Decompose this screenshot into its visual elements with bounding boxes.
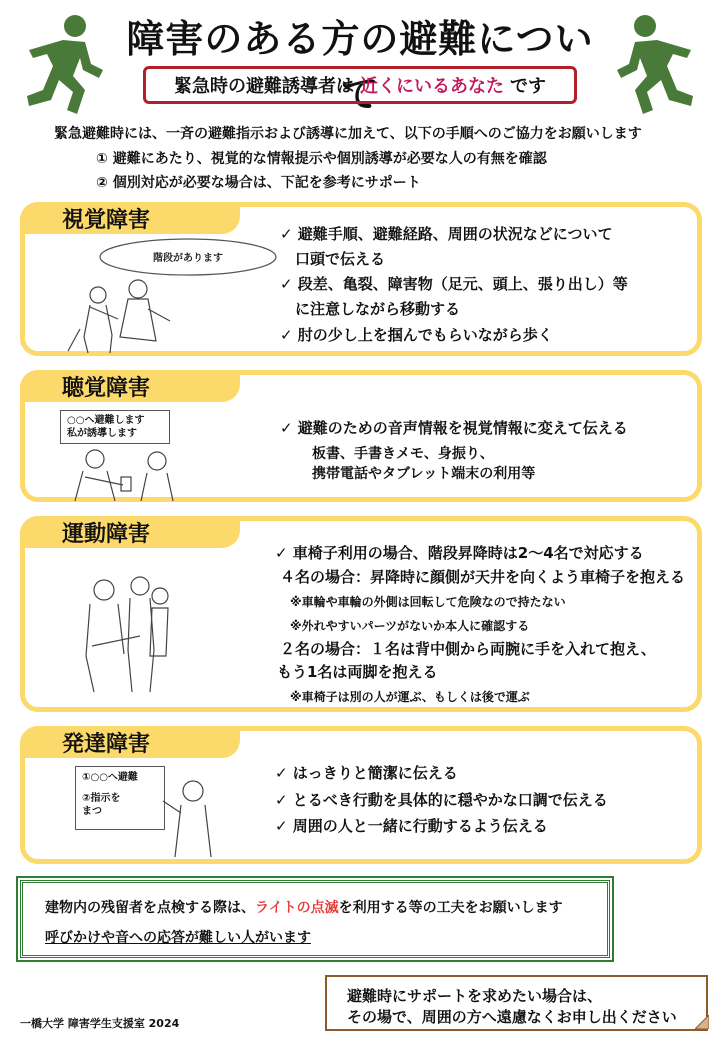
subtitle-post: です — [510, 76, 546, 97]
section-hearing — [20, 370, 702, 502]
intro-text: 緊急避難時には、一斉の避難指示および誘導に加えて、以下の手順へのご協力をお願いします — [54, 126, 642, 142]
running-person-icon-right — [617, 14, 695, 114]
visual-item-2: ✓ 段差、亀裂、障害物（足元、頭上、張り出し）等 — [280, 275, 628, 293]
notice-line-1-post: を利用する等の工夫をお願いします — [338, 900, 563, 916]
hearing-illustration — [65, 447, 195, 502]
support-line-2: その場で、周囲の方へ遠慮なくお申し出ください — [347, 1008, 677, 1026]
visual-item-3: ✓ 肘の少し上を掴んでもらいながら歩く — [280, 326, 553, 344]
notice-highlight: ライトの点滅 — [255, 900, 339, 916]
page-title: 障害のある方の避難について — [126, 17, 594, 116]
visual-guide-illustration — [60, 237, 280, 355]
notice-line-1 — [45, 897, 563, 917]
mobility-item-2: ４名の場合：昇降時に顔側が天井を向くよう車椅子を抱える — [280, 568, 686, 586]
developmental-board-line-2: ②指示を — [82, 793, 121, 804]
developmental-illustration — [157, 779, 227, 859]
hearing-board-line-1: ○○へ避難します — [67, 415, 145, 426]
subtitle-box — [143, 66, 577, 104]
notice-line-2: 呼びかけや音への応答が難しい人がいます — [45, 930, 311, 946]
notice-line-1-pre: 建物内の残留者を点検する際は、 — [45, 900, 255, 916]
support-line-1: 避難時にサポートを求めたい場合は、 — [347, 987, 603, 1005]
subtitle-highlight: 近くにいるあなた — [360, 76, 504, 97]
hearing-item-1a: 板書、手書きメモ、身振り、 — [312, 446, 494, 462]
developmental-item-3: ✓ 周囲の人と一緒に行動するよう伝える — [275, 817, 548, 835]
mobility-note-2: ※外れやすいパーツがないか本人に確認する — [290, 619, 530, 633]
visual-bubble-text: 階段があります — [153, 253, 223, 264]
visual-item-1b: 口頭で伝える — [280, 250, 386, 268]
mobility-illustration — [80, 576, 190, 696]
developmental-item-1: ✓ はっきりと簡潔に伝える — [275, 764, 458, 782]
developmental-board-line-1: ①○○へ避難 — [82, 772, 138, 783]
hearing-board-line-2: 私が誘導します — [67, 428, 137, 439]
section-mobility — [20, 516, 702, 712]
visual-item-2b: に注意しながら移動する — [280, 300, 461, 318]
hearing-item-1b: 携帯電話やタブレット端末の利用等 — [312, 466, 536, 482]
section-visual-title: 視覚障害 — [20, 202, 240, 234]
intro-step-2: ② 個別対応が必要な場合は、下記を参考にサポート — [96, 175, 421, 191]
subtitle-pre: 緊急時の避難誘導者は — [174, 76, 354, 97]
visual-item-1: ✓ 避難手順、避難経路、周囲の状況などについて — [280, 225, 613, 243]
mobility-item-1: ✓ 車椅子利用の場合、階段昇降時は2～4名で対応する — [275, 544, 644, 562]
section-mobility-title: 運動障害 — [20, 516, 240, 548]
notice-box — [20, 880, 610, 958]
hearing-board — [60, 410, 170, 444]
section-developmental — [20, 726, 702, 864]
running-person-icon-left — [25, 14, 103, 114]
hearing-item-1: ✓ 避難のための音声情報を視覚情報に変えて伝える — [280, 419, 628, 437]
footer-credit: 一橋大学 障害学生支援室 2024 — [20, 1017, 180, 1030]
section-developmental-title: 発達障害 — [20, 726, 240, 758]
intro-step-1: ① 避難にあたり、視覚的な情報提示や個別誘導が必要な人の有無を確認 — [96, 151, 547, 167]
developmental-item-2: ✓ とるべき行動を具体的に穏やかな口調で伝える — [275, 791, 608, 809]
developmental-board — [75, 766, 165, 830]
mobility-note-1: ※車輪や車輪の外側は回転して危険なので持たない — [290, 595, 566, 609]
folded-corner-icon — [695, 1015, 709, 1029]
section-visual — [20, 202, 702, 356]
support-box — [325, 975, 708, 1031]
mobility-note-3: ※車椅子は別の人が運ぶ、もしくは後で運ぶ — [290, 690, 530, 704]
mobility-item-3: ２名の場合：１名は背中側から両腕に手を入れて抱え、 — [280, 640, 656, 658]
mobility-item-3b: もう1名は両脚を抱える — [277, 663, 438, 681]
developmental-board-line-3: まつ — [82, 806, 102, 817]
section-hearing-title: 聴覚障害 — [20, 370, 240, 402]
